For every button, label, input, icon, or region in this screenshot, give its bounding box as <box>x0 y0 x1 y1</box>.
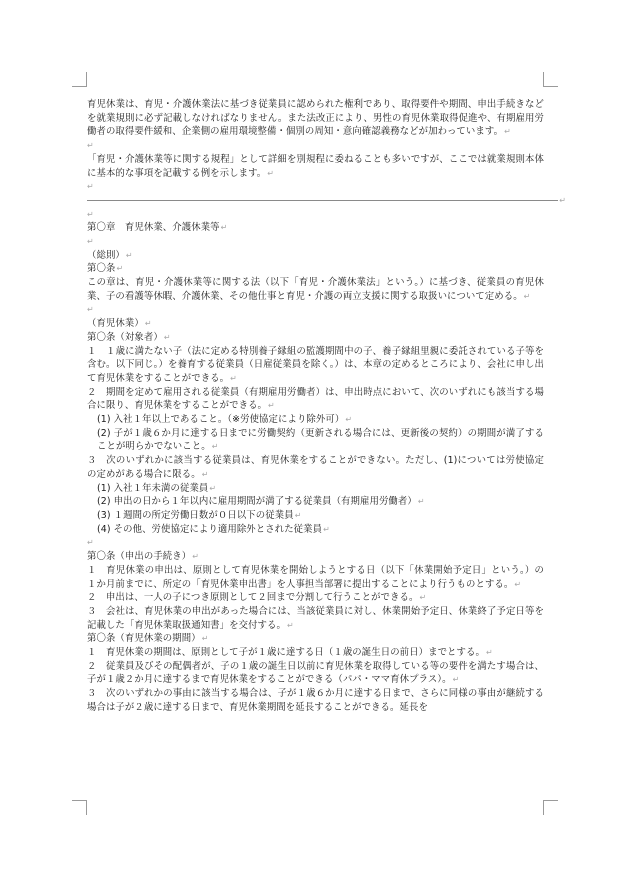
blank-line: ↵ <box>87 305 94 315</box>
procedure-paragraph-1: １ 育児休業の申出は、原則として育児休業を開始しようとする日（以下「休業開始予定日」という。）の１か月前までに、所定の「育児休業申出書」を人事担当部署に提出することにより行うものとする。↵ <box>87 564 544 590</box>
crop-mark-bottom-right <box>543 800 558 815</box>
general-article: 第〇条↵ <box>87 263 124 275</box>
blank-line: ↵ <box>87 141 94 151</box>
excluded-item: (4) その他、労使協定により適用除外とされた従業員↵ <box>97 523 330 535</box>
period-paragraph-2: ２ 従業員及びその配偶者が、子の１歳の誕生日以前に育児休業を取得している等の要件を満たす場合は、子が１歳２か月に達するまで育児休業をすることができる（パパ・ママ育休プラス）。↵ <box>87 660 544 686</box>
childcare-heading: （育児休業）↵ <box>87 318 152 330</box>
procedure-paragraph-3: ３ 会社は、育児休業の申出があった場合には、当該従業員に対し、休業開始予定日、休業終了予定日等を記載した「育児休業取扱通知書」を交付する。↵ <box>87 605 544 631</box>
excluded-item: (3) １週間の所定労働日数が０日以下の従業員↵ <box>97 510 302 521</box>
crop-mark-bottom-left <box>72 800 87 815</box>
crop-mark-top-left <box>72 72 87 87</box>
intro-paragraph-2: 「育児・介護休業等に関する規程」として詳細を別規程に委ねることも多いですが、ここでは就業規則本体に基本的な事項を記載する例を示します。↵ <box>87 153 544 179</box>
excluded-item: (1) 入社１年未満の従業員↵ <box>97 482 217 494</box>
period-paragraph-3: ３ 次のいずれかの事由に該当する場合は、子が１歳６か月に達する日まで、さらに同様の事由が継続する場合は子が２歳に達する日まで、育児休業期間を延長することができる。延長を <box>87 688 544 713</box>
period-paragraph-1: １ 育児休業の期間は、原則として子が１歳に達する日（１歳の誕生日の前日）までとする。↵ <box>87 647 493 659</box>
procedure-paragraph-2: ２ 申出は、一人の子につき原則として２回まで分割して行うことができる。↵ <box>87 592 427 604</box>
eligible-paragraph-2: ２ 期間を定めて雇用される従業員（有期雇用労働者）は、申出時点において、次のいずれにも該当する場合に限り、育児休業をすることができる。↵ <box>87 386 544 412</box>
eligible-paragraph-1: １ １歳に満たない子（法に定める特別養子縁組の監護期間中の子、養子縁組里親に委託されている子等を含む。以下同じ。）を養育する従業員（日雇従業員を除く。）は、本章の定めるところにより、会社に申し出て育児休業をすることができる。↵ <box>87 345 544 384</box>
procedure-article: 第〇条（申出の手続き）↵ <box>87 551 200 563</box>
horizontal-rule: ↵ <box>87 194 544 208</box>
eligible-paragraph-3: ３ 次のいずれかに該当する従業員は、育児休業をすることができない。ただし、(1)については労使協定の定めがある場合に限る。↵ <box>87 455 544 480</box>
blank-line: ↵ <box>87 538 94 548</box>
general-heading: （総則）↵ <box>87 249 133 261</box>
eligible-item: (1) 入社１年以上であること。（※労使協定により除外可）↵ <box>97 414 353 426</box>
intro-paragraph-1: 育児休業は、育児・介護休業法に基づき従業員に認められた権利であり、取得要件や期間、申出手続きなどを就業規則に必ず記載しなければなりません。また法改正により、男性の育児休業取得促進や、有期雇用労働者の取得要件緩和、企業側の雇用環境整備・個別の周知・意向確認義務などが加わっています。↵ <box>87 99 544 138</box>
eligible-item: (2) 子が１歳６か月に達する日までに労働契約（更新される場合には、更新後の契約）の期間が満了することが明らかでないこと。↵ <box>97 427 544 453</box>
blank-line: ↵ <box>87 182 94 192</box>
chapter-title: 第〇章 育児休業、介護休業等↵ <box>87 222 228 234</box>
crop-mark-top-right <box>543 72 558 87</box>
period-article: 第〇条（育児休業の期間）↵ <box>87 633 209 645</box>
blank-line: ↵ <box>87 236 94 246</box>
excluded-item: (2) 申出の日から１年以内に雇用期間が満了する従業員（有期雇用労働者）↵ <box>97 496 425 508</box>
eligible-article: 第〇条（対象者）↵ <box>87 331 171 343</box>
document-body[interactable] <box>87 98 566 715</box>
general-text: この章は、育児・介護休業等に関する法（以下「育児・介護休業法」という。）に基づき、従業員の育児休業、子の看護等休暇、介護休業、その他仕事と育児・介護の両立支援に関する取扱いについて定める。↵ <box>87 277 544 302</box>
blank-line: ↵ <box>87 209 94 219</box>
